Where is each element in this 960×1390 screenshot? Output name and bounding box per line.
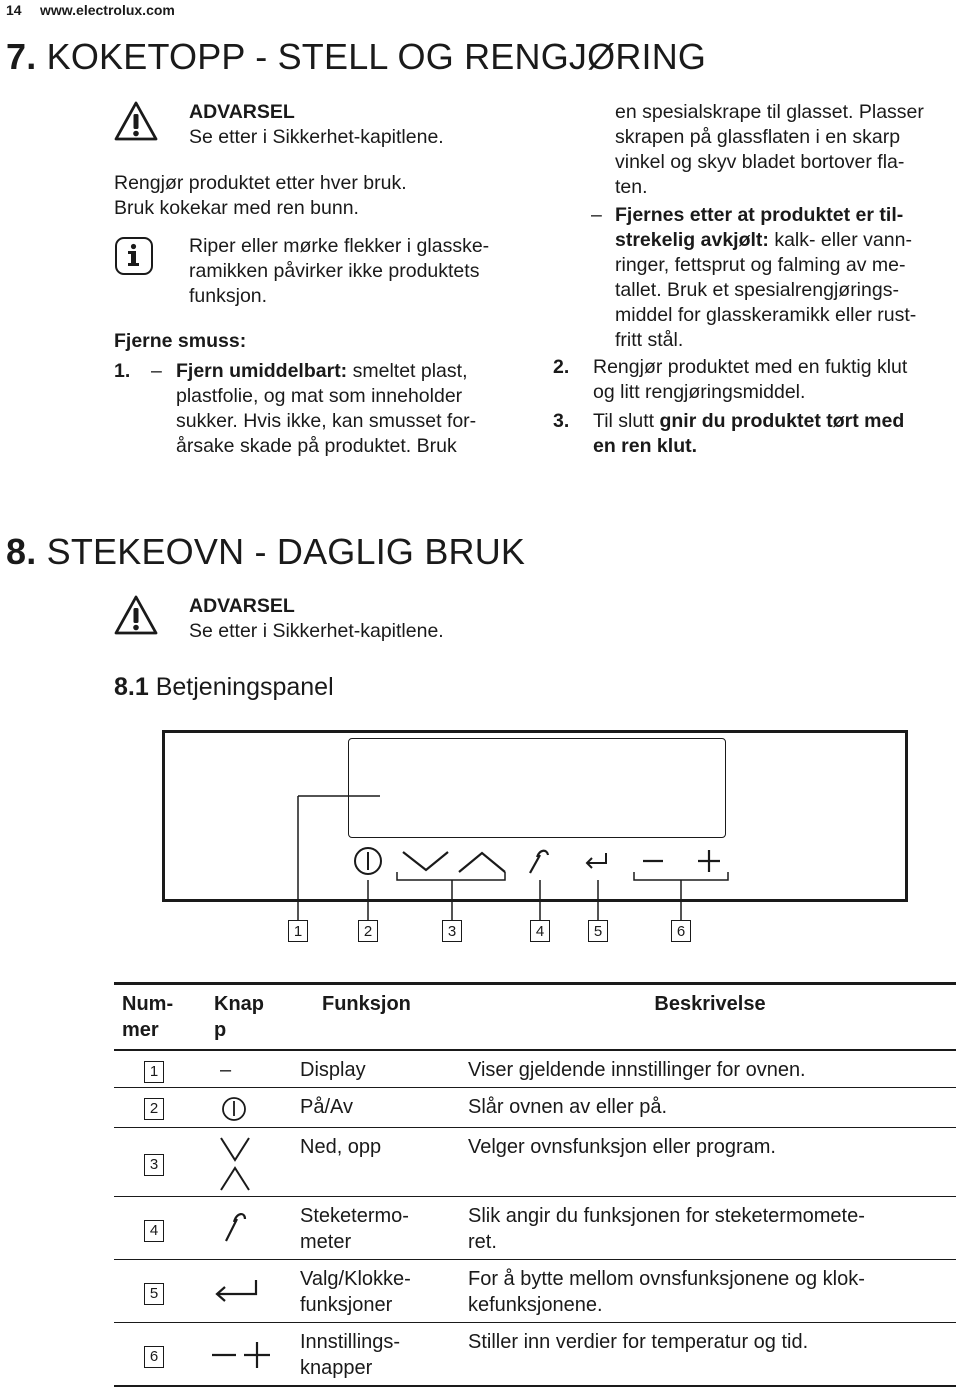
function-text: knapper — [300, 1357, 373, 1379]
section-7-heading — [6, 36, 706, 78]
header-line: Knap — [214, 993, 264, 1015]
knapp-cell — [204, 1197, 294, 1260]
table-row — [114, 1323, 956, 1387]
subheading-fjerne-smuss: Fjerne smuss: — [114, 330, 247, 352]
step-3-bold: gnir du produktet tørt med — [659, 410, 905, 432]
section-number: 8. — [6, 531, 37, 572]
step-2-text — [593, 355, 958, 405]
callout-number: 1 — [288, 920, 308, 942]
table-header-row — [114, 984, 956, 1051]
step-1-continued — [615, 100, 960, 200]
intro-text — [114, 171, 407, 221]
panel-callouts — [0, 780, 960, 980]
row-number: 4 — [144, 1220, 164, 1242]
function-cell — [294, 1260, 462, 1323]
description-cell — [462, 1088, 956, 1128]
function-text: På/Av — [300, 1096, 353, 1118]
info-text — [189, 234, 489, 309]
intro-line: Rengjør produktet etter hver bruk. — [114, 172, 407, 194]
warning-title: ADVARSEL — [189, 595, 295, 617]
description-cell — [462, 1128, 956, 1197]
step-1-sub-2-bold: Fjernes etter at produktet er til- — [615, 204, 904, 226]
header-line: p — [214, 1019, 227, 1041]
step-1-sub-2-line: tallet. Bruk et spesialrengjørings- — [615, 279, 899, 301]
step-1-line: sukker. Hvis ikke, kan smusset for- — [176, 410, 477, 432]
warning-block — [189, 100, 444, 150]
warning-triangle-icon — [113, 100, 159, 142]
row-number: 6 — [144, 1346, 164, 1368]
step-1-line: smeltet plast, — [347, 360, 468, 382]
description-text: For å bytte mellom ovnsfunksjonene og klok- — [468, 1268, 865, 1290]
function-text: Valg/Klokke- — [300, 1268, 411, 1290]
header-line: Num- — [122, 993, 174, 1015]
function-text: Ned, opp — [300, 1136, 382, 1158]
step-number: 2. — [553, 356, 570, 378]
callout-number: 2 — [358, 920, 378, 942]
warning-text: Se etter i Sikkerhet-kapitlene. — [189, 126, 444, 148]
table-row — [114, 1197, 956, 1260]
row-number: 3 — [144, 1154, 164, 1176]
section-8-heading — [6, 531, 525, 573]
info-icon — [115, 237, 153, 275]
intro-line: Bruk kokekar med ren bunn. — [114, 197, 359, 219]
table-row — [114, 1050, 956, 1088]
plus-icon — [698, 850, 720, 872]
warning-text: Se etter i Sikkerhet-kapitlene. — [189, 620, 444, 642]
description-cell — [462, 1260, 956, 1323]
warning-triangle-icon — [113, 594, 159, 636]
power-icon — [220, 1095, 248, 1123]
step-1-sub-2-line: middel for glasskeramikk eller rust- — [615, 304, 917, 326]
subsection-title: Betjeningspanel — [155, 673, 334, 701]
subsection-number: 8.1 — [114, 673, 149, 701]
step-3-bold: en ren klut. — [593, 435, 698, 457]
up-chevron-icon — [459, 853, 505, 872]
page-url: www.electrolux.com — [40, 2, 175, 18]
knapp-cell — [204, 1260, 294, 1323]
knapp-cell: – — [204, 1050, 294, 1088]
step-1-text — [176, 359, 516, 459]
function-table — [114, 982, 956, 1387]
dash: – — [591, 204, 602, 226]
row-number: 2 — [144, 1098, 164, 1120]
description-text: Slår ovnen av eller på. — [468, 1096, 668, 1118]
info-line: funksjon. — [189, 285, 268, 307]
section-title: KOKETOPP - STELL OG RENGJØRING — [46, 36, 707, 77]
step-1-sub-2-line: ringer, fettsprut og falming av me- — [615, 254, 906, 276]
function-cell — [294, 1323, 462, 1387]
function-text: Steketermo- — [300, 1205, 409, 1227]
power-icon — [355, 848, 381, 874]
header-line: mer — [122, 1019, 159, 1041]
step-1-line: skrapen på glassflaten i en skarp — [615, 126, 901, 148]
dash: – — [151, 360, 162, 382]
step-1-bold: Fjern umiddelbart: — [176, 360, 348, 382]
step-number: 3. — [553, 410, 570, 432]
callout-number: 4 — [530, 920, 550, 942]
enter-arrow-icon — [587, 853, 606, 868]
row-number: 5 — [144, 1283, 164, 1305]
function-text: Innstillings- — [300, 1331, 401, 1353]
info-line: ramikken påvirker ikke produktets — [189, 260, 480, 282]
function-cell — [294, 1088, 462, 1128]
step-2-line: Rengjør produktet med en fuktig klut — [593, 356, 908, 378]
thermometer-probe-icon — [220, 1207, 250, 1247]
step-3-pre: Til slutt — [593, 410, 660, 432]
step-number: 1. — [114, 360, 131, 382]
step-1-sub-2-line: kalk- eller vann- — [768, 229, 912, 251]
section-title: STEKEOVN - DAGLIG BRUK — [46, 531, 526, 572]
function-text: funksjoner — [300, 1294, 393, 1316]
column-header-nummer — [114, 984, 204, 1051]
row-number: 1 — [144, 1061, 164, 1083]
step-1-sub-2-bold: strekelig avkjølt: — [615, 229, 769, 251]
table-row — [114, 1088, 956, 1128]
step-1-line: en spesialskrape til glasset. Plasser — [615, 101, 924, 123]
callout-number: 3 — [442, 920, 462, 942]
section-number: 7. — [6, 36, 37, 77]
warning-title: ADVARSEL — [189, 101, 295, 123]
column-header-knapp — [204, 984, 294, 1051]
description-cell — [462, 1197, 956, 1260]
step-1-sub-2 — [615, 203, 960, 353]
function-cell — [294, 1128, 462, 1197]
down-up-chevrons-icon — [218, 1134, 252, 1192]
knapp-cell — [204, 1323, 294, 1387]
function-text: Display — [300, 1059, 366, 1081]
column-header-beskrivelse: Beskrivelse — [462, 984, 956, 1051]
down-chevron-icon — [403, 852, 448, 870]
callout-number: 5 — [588, 920, 608, 942]
callout-number: 6 — [671, 920, 691, 942]
enter-arrow-icon — [212, 1276, 262, 1306]
step-1-line: årsake skade på produktet. Bruk — [176, 435, 457, 457]
minus-plus-icon — [210, 1339, 272, 1371]
knapp-cell — [204, 1088, 294, 1128]
function-text: meter — [300, 1231, 352, 1253]
description-text: ret. — [468, 1231, 497, 1253]
table-row — [114, 1128, 956, 1197]
function-cell — [294, 1197, 462, 1260]
function-cell — [294, 1050, 462, 1088]
step-1-line: ten. — [615, 176, 648, 198]
page-number: 14 — [6, 2, 22, 18]
thermometer-probe-icon — [530, 851, 548, 873]
column-header-funksjon: Funksjon — [294, 984, 462, 1051]
info-line: Riper eller mørke flekker i glasske- — [189, 235, 490, 257]
description-text: Slik angir du funksjonen for steketermomete- — [468, 1205, 865, 1227]
step-1-line: vinkel og skyv bladet bortover fla- — [615, 151, 905, 173]
description-text: kefunksjonene. — [468, 1294, 603, 1316]
table-row — [114, 1260, 956, 1323]
step-2-line: og litt rengjøringsmiddel. — [593, 381, 806, 403]
step-1-sub-2-line: fritt stål. — [615, 329, 684, 351]
step-3-text — [593, 409, 958, 459]
description-text: Viser gjeldende innstillinger for ovnen. — [468, 1059, 806, 1081]
description-text: Stiller inn verdier for temperatur og tid. — [468, 1331, 809, 1353]
description-text: Velger ovnsfunksjon eller program. — [468, 1136, 776, 1158]
description-cell — [462, 1050, 956, 1088]
subsection-heading — [114, 673, 334, 702]
description-cell — [462, 1323, 956, 1387]
warning-block — [189, 594, 444, 644]
step-1-line: plastfolie, og mat som inneholder — [176, 385, 463, 407]
knapp-cell — [204, 1128, 294, 1197]
